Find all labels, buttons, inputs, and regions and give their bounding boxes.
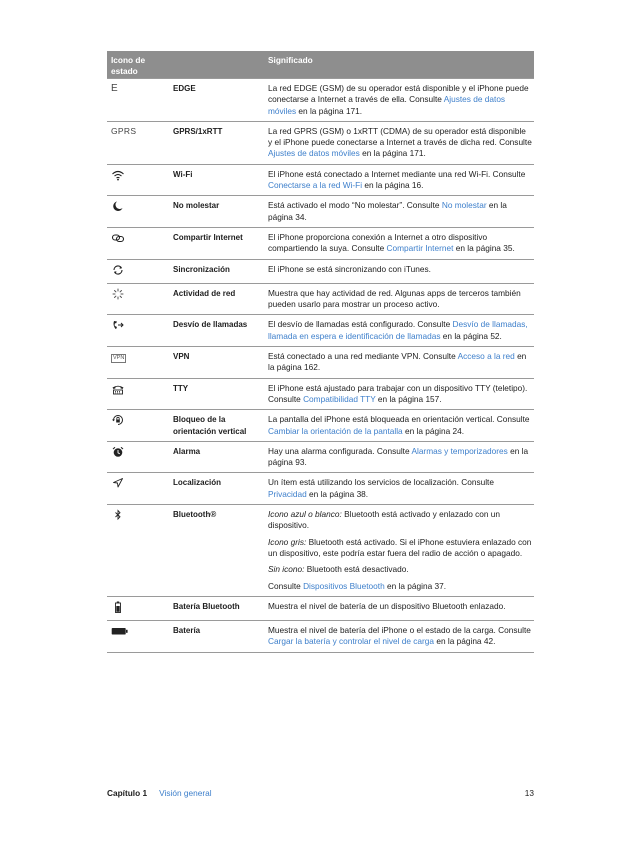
cross-reference-link[interactable]: Ajustes de datos móviles bbox=[268, 148, 360, 159]
cross-reference-link[interactable]: Cargar la batería y controlar el nivel de carga bbox=[268, 636, 435, 647]
status-description bbox=[268, 473, 534, 504]
italic-label: Icono azul o blanco: bbox=[268, 509, 342, 520]
status-icon-cell bbox=[107, 505, 173, 596]
network-activity-icon bbox=[111, 288, 125, 300]
status-name: GPRS/1xRTT bbox=[173, 126, 223, 136]
text-run: en la página 16. bbox=[362, 180, 424, 191]
text-run: en la página 171. bbox=[359, 148, 426, 159]
page-footer bbox=[107, 788, 534, 798]
text-run: El iPhone proporciona conexión a Internet a otro dispositivo compartiendo la suya. Consulte bbox=[268, 231, 488, 254]
description-paragraph bbox=[268, 509, 532, 532]
text-run: Consulte bbox=[268, 580, 304, 591]
sync-icon bbox=[111, 264, 125, 276]
text-run: en la página 157. bbox=[375, 393, 442, 404]
text-run: en la página 93. bbox=[268, 445, 529, 468]
status-description bbox=[268, 315, 534, 346]
status-icon-cell bbox=[107, 196, 173, 227]
cross-reference-link[interactable]: Ajustes de datos móviles bbox=[268, 94, 506, 116]
status-icon-cell bbox=[107, 315, 173, 346]
cross-reference-link[interactable]: Privacidad bbox=[268, 488, 307, 499]
table-row bbox=[107, 596, 534, 620]
status-description bbox=[268, 284, 534, 315]
cross-reference-link[interactable]: No molestar bbox=[441, 200, 487, 211]
description-paragraph bbox=[268, 581, 532, 592]
text-run: La pantalla del iPhone está bloqueada en orientación vertical. Consulte bbox=[268, 414, 530, 425]
status-icon-cell bbox=[107, 379, 173, 410]
status-name: No molestar bbox=[173, 201, 220, 211]
table-row bbox=[107, 346, 534, 378]
moon-icon bbox=[111, 200, 125, 212]
status-description bbox=[268, 379, 534, 410]
header-col-meaning: Significado bbox=[268, 55, 313, 65]
table-row bbox=[107, 78, 534, 121]
status-description bbox=[268, 79, 534, 121]
status-name: Alarma bbox=[173, 446, 201, 456]
header-col-name bbox=[173, 55, 268, 78]
footer-page-number: 13 bbox=[524, 788, 534, 798]
orientation-lock-icon bbox=[111, 414, 125, 426]
text-run: Bluetooth está activado. Si el iPhone estuviera enlazado con un dispositivo, este podría estar fuera del radio de acción o apagado. bbox=[268, 536, 532, 558]
status-name: Bloqueo de la orientación vertical bbox=[173, 415, 247, 436]
footer-chapter: Capítulo 1 bbox=[107, 788, 148, 798]
text-run: en la página 42. bbox=[434, 636, 496, 647]
status-icon-cell bbox=[107, 228, 173, 259]
status-description bbox=[268, 165, 534, 196]
battery-icon bbox=[111, 625, 129, 637]
table-row bbox=[107, 472, 534, 504]
status-name: Compartir Internet bbox=[173, 232, 243, 242]
table-row bbox=[107, 378, 534, 410]
status-name: TTY bbox=[173, 383, 189, 393]
status-description bbox=[268, 410, 534, 441]
bluetooth-icon bbox=[111, 509, 125, 521]
text-run: La red EDGE (GSM) de su operador está disponible y el iPhone puede conectarse a Internet a través de ella. Consulte bbox=[268, 83, 529, 105]
status-name: Batería bbox=[173, 626, 201, 636]
gprs-text-icon: GPRS bbox=[111, 125, 137, 136]
status-name: Batería Bluetooth bbox=[173, 601, 240, 611]
status-description bbox=[268, 196, 534, 227]
header-col-icon: Icono de estado bbox=[111, 55, 146, 76]
text-run: en la página 52. bbox=[440, 330, 502, 341]
wifi-icon bbox=[111, 169, 125, 181]
status-icon-cell bbox=[107, 442, 173, 473]
status-name: Localización bbox=[173, 478, 222, 488]
text-run: Muestra el nivel de batería de un dispositivo Bluetooth enlazado. bbox=[268, 600, 506, 611]
text-run: Bluetooth está desactivado. bbox=[304, 564, 409, 575]
cross-reference-link[interactable]: Cambiar la orientación de la pantalla bbox=[268, 425, 403, 436]
text-run: en la página 37. bbox=[384, 580, 447, 591]
status-icon-cell bbox=[107, 284, 173, 315]
cross-reference-link[interactable]: Compatibilidad TTY bbox=[303, 393, 376, 404]
table-body bbox=[107, 78, 534, 653]
status-name: EDGE bbox=[173, 84, 196, 93]
text-run: El iPhone está ajustado para trabajar con un dispositivo TTY (teletipo). Consulte bbox=[268, 382, 528, 404]
status-name: Bluetooth® bbox=[173, 510, 217, 520]
cross-reference-link[interactable]: Conectarse a la red Wi-Fi bbox=[268, 180, 363, 191]
status-icon-cell bbox=[107, 597, 173, 620]
status-description bbox=[268, 442, 534, 473]
status-description bbox=[268, 597, 534, 620]
status-icons-table bbox=[107, 51, 534, 653]
status-name: Wi-Fi bbox=[173, 169, 193, 179]
status-icon-cell bbox=[107, 260, 173, 283]
italic-label: Icono gris: bbox=[268, 536, 307, 547]
text-run: en la página 171. bbox=[296, 105, 363, 116]
table-header bbox=[107, 51, 534, 78]
status-name: Actividad de red bbox=[173, 288, 236, 298]
table-row bbox=[107, 441, 534, 473]
status-name: Sincronización bbox=[173, 264, 230, 274]
text-run: en la página 24. bbox=[402, 425, 465, 436]
table-row bbox=[107, 504, 534, 596]
text-run: Muestra el nivel de batería del iPhone o el estado de la carga. Consulte bbox=[268, 625, 531, 636]
text-run: Un ítem está utilizando los servicios de localización. Consulte bbox=[268, 477, 494, 488]
table-row bbox=[107, 409, 534, 441]
text-run: en la página 34. bbox=[268, 200, 507, 222]
status-icon-cell bbox=[107, 621, 173, 652]
bluetooth-battery-icon bbox=[111, 601, 125, 613]
status-description bbox=[268, 260, 534, 283]
status-name: Desvío de llamadas bbox=[173, 320, 248, 330]
status-icon-cell bbox=[107, 122, 173, 164]
table-row bbox=[107, 259, 534, 283]
text-run: en la página 162. bbox=[268, 351, 527, 373]
text-run: El desvío de llamadas está configurado. Consulte bbox=[268, 319, 453, 330]
status-icon-cell bbox=[107, 165, 173, 196]
cross-reference-link[interactable]: Dispositivos Bluetooth bbox=[303, 580, 385, 591]
text-run: en la página 38. bbox=[306, 488, 369, 499]
text-run: Bluetooth está activado y enlazado con un dispositivo. bbox=[268, 509, 501, 531]
status-name: VPN bbox=[173, 352, 190, 362]
status-description bbox=[268, 347, 534, 378]
table-row bbox=[107, 164, 534, 196]
italic-label: Sin icono: bbox=[268, 564, 305, 575]
footer-section-link[interactable]: Visión general bbox=[159, 788, 212, 798]
tty-icon bbox=[111, 383, 125, 395]
alarm-icon bbox=[111, 446, 125, 458]
call-forwarding-icon bbox=[111, 319, 125, 331]
status-icon-cell bbox=[107, 473, 173, 504]
text-run: Está conectado a una red mediante VPN. Consulte bbox=[268, 351, 458, 362]
text-run: El iPhone se está sincronizando con iTunes. bbox=[268, 263, 431, 274]
status-icon-cell bbox=[107, 347, 173, 378]
table-row bbox=[107, 227, 534, 259]
table-row bbox=[107, 283, 534, 315]
cross-reference-link[interactable]: Compartir Internet bbox=[386, 243, 454, 254]
text-run: en la página 35. bbox=[453, 243, 515, 254]
table-row bbox=[107, 121, 534, 164]
status-description bbox=[268, 505, 534, 596]
description-paragraph bbox=[268, 564, 532, 575]
text-run: Hay una alarma configurada. Consulte bbox=[268, 445, 412, 456]
text-run: La red GPRS (GSM) o 1xRTT (CDMA) de su operador está disponible y el iPhone puede conectarse a Internet a través de dicha red. Consulte bbox=[268, 125, 532, 148]
text-run: El iPhone está conectado a Internet mediante una red Wi-Fi. Consulte bbox=[268, 168, 526, 179]
table-row bbox=[107, 314, 534, 346]
cross-reference-link[interactable]: Acceso a la red bbox=[457, 351, 515, 362]
status-description bbox=[268, 621, 534, 652]
status-description bbox=[268, 228, 534, 259]
cross-reference-link[interactable]: Alarmas y temporizadores bbox=[411, 445, 508, 456]
table-row bbox=[107, 620, 534, 653]
table-row bbox=[107, 195, 534, 227]
status-icon-cell bbox=[107, 79, 173, 121]
status-description bbox=[268, 122, 534, 164]
personal-hotspot-icon bbox=[111, 232, 125, 244]
text-run: Está activado el modo “No molestar”. Consulte bbox=[268, 200, 442, 211]
status-icon-cell bbox=[107, 410, 173, 441]
vpn-icon: VPN bbox=[113, 355, 125, 362]
cross-reference-link[interactable]: Desvío de llamadas, llamada en espera e identificación de llamadas bbox=[268, 319, 528, 341]
text-run: Muestra que hay actividad de red. Algunas apps de terceros también pueden usarlo para mostrar un proceso activo. bbox=[268, 287, 521, 310]
description-paragraph bbox=[268, 537, 532, 560]
edge-text-icon: E bbox=[111, 83, 118, 94]
location-icon bbox=[111, 477, 125, 489]
